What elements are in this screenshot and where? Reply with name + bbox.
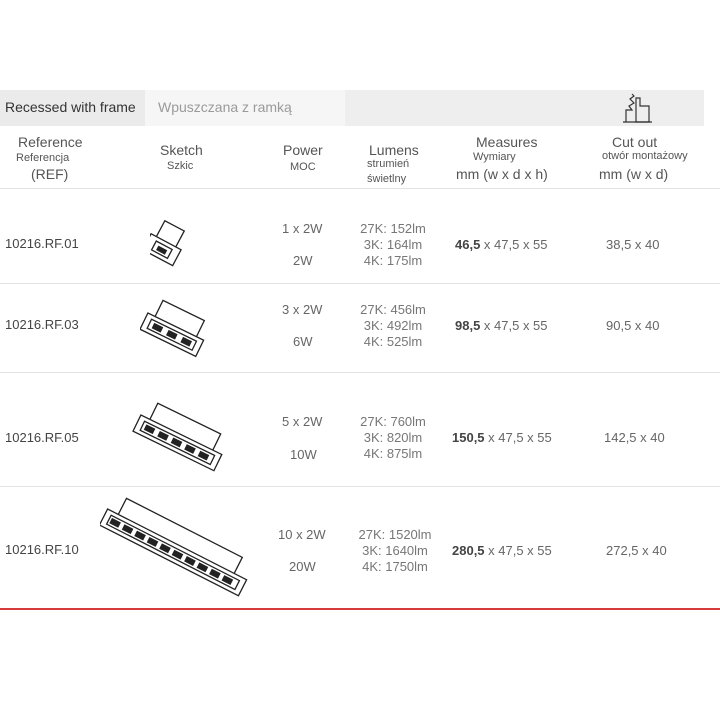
header-power-pl: MOC [290,161,316,173]
row-3-lumen-4k: 4K: 875lm [363,446,423,461]
row-1-reference: 10216.RF.01 [5,236,79,251]
row-2-power-config: 3 x 2W [282,302,323,317]
row-4-measure-rest: x 47,5 x 55 [484,543,552,558]
header-reference: Reference [18,134,83,150]
row-1-measure-rest: x 47,5 x 55 [480,237,548,252]
row-3-lumen-3k: 3K: 820lm [363,430,423,445]
row-1-lumens [350,221,436,269]
row-2-lumens [350,302,436,350]
row-4-reference: 10216.RF.10 [5,542,79,557]
banner-title-en: Recessed with frame [5,99,136,115]
header-lumens-pl1: strumień [367,158,410,170]
row-4-sketch [100,488,270,606]
row-divider [0,372,720,373]
header-cutout: Cut out [612,134,658,150]
row-4-measure-width: 280,5 [452,543,485,558]
row-1-lumen-3k: 3K: 164lm [363,237,423,252]
row-4-power-total: 20W [289,559,316,574]
row-3-lumen-27k: 27K: 760lm [360,414,426,429]
row-1-lumen-27k: 27K: 152lm [360,221,426,236]
header-cutout-pl: otwór montażowy [602,150,688,162]
row-2-power-total: 6W [293,334,313,349]
recessed-mounting-icon [620,92,660,124]
row-4-lumen-3k: 3K: 1640lm [362,543,428,558]
row-2-reference: 10216.RF.03 [5,317,79,332]
row-1-power-total: 2W [293,253,313,268]
row-4-lumen-27k: 27K: 1520lm [358,527,432,542]
row-3-cutout: 142,5 x 40 [604,430,665,445]
row-3-lumens [350,414,436,462]
header-measures-unit: mm (w x d x h) [456,166,548,182]
row-4-power-config: 10 x 2W [278,527,326,542]
header-lumens: Lumens [369,142,419,158]
row-2-cutout: 90,5 x 40 [606,318,660,333]
header-reference-pl: Referencja [16,152,70,164]
row-2-measure-rest: x 47,5 x 55 [480,318,548,333]
header-divider [0,188,720,189]
accent-divider [0,608,720,610]
row-divider [0,486,720,487]
row-divider [0,283,720,284]
row-4-lumen-4k: 4K: 1750lm [362,559,428,574]
row-1-cutout: 38,5 x 40 [606,237,660,252]
row-3-measure-width: 150,5 [452,430,485,445]
row-1-measure-width: 46,5 [455,237,481,252]
header-lumens-pl2: świetlny [367,173,407,185]
row-2-lumen-27k: 27K: 456lm [360,302,426,317]
banner-title-pl: Wpuszczana z ramką [158,99,292,115]
row-2-lumen-3k: 3K: 492lm [363,318,423,333]
row-4-measures [452,543,552,558]
row-3-power-total: 10W [290,447,317,462]
row-3-measures [452,430,552,445]
row-2-sketch [140,288,225,360]
row-2-lumen-4k: 4K: 525lm [363,334,423,349]
row-1-lumen-4k: 4K: 175lm [363,253,423,268]
row-3-power-config: 5 x 2W [282,414,323,429]
row-1-measures [455,237,548,252]
row-1-sketch [150,208,215,270]
header-sketch: Sketch [160,142,203,158]
header-sketch-pl: Szkic [167,160,194,172]
header-reference-abbr: (REF) [31,166,69,182]
row-3-measure-rest: x 47,5 x 55 [484,430,552,445]
header-power: Power [283,142,323,158]
row-2-measure-width: 98,5 [455,318,481,333]
row-2-measures [455,318,548,333]
header-measures-pl: Wymiary [473,151,516,163]
row-3-sketch [125,394,240,484]
row-4-cutout: 272,5 x 40 [606,543,667,558]
header-measures: Measures [476,134,538,150]
row-1-power-config: 1 x 2W [282,221,323,236]
row-3-reference: 10216.RF.05 [5,430,79,445]
header-cutout-unit: mm (w x d) [599,166,669,182]
row-4-lumens [350,527,440,575]
